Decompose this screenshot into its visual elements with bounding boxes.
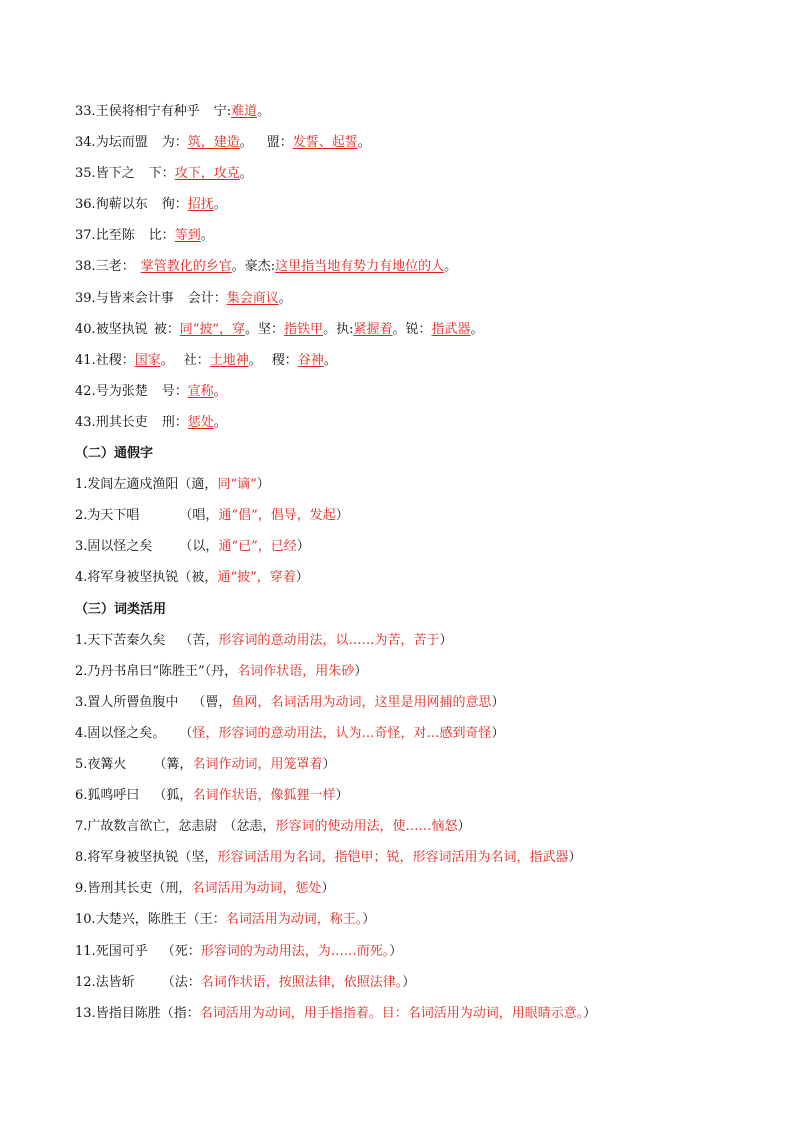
vocab-item: 35.皆下之 下：攻下，攻克。 [75, 166, 253, 182]
list-item: 4.固以怪之矣。 （怪，形容词的意动用法，认为…奇怪，对…感到奇怪） [75, 725, 505, 741]
list-item: 1.发闾左適戍渔阳（適，同“谪”） [75, 477, 270, 493]
section-heading-cileihuoyong: （三）词类活用 [75, 601, 167, 617]
list-item: 11.死国可乎 （死：形容词的为动用法，为……而死。） [75, 943, 403, 959]
list-item: 2.为天下唱 （唱，通“倡”，倡导，发起） [75, 508, 349, 524]
list-item: 10.大楚兴，陈胜王（王：名词活用为动词，称王。） [75, 912, 376, 928]
list-item: 2.乃丹书帛曰“陈胜王”（丹，名词作状语，用朱砂） [75, 663, 368, 679]
list-item: 12.法皆斩 （法：名词作状语，按照法律，依照法律。） [75, 974, 416, 990]
vocab-item: 37.比至陈 比：等到。 [75, 228, 214, 244]
list-item: 9.皆刑其长吏（刑，名词活用为动词，惩处） [75, 881, 335, 897]
vocab-item: 42.号为张楚 号：宣称。 [75, 383, 227, 399]
list-item: 13.皆指目陈胜（指：名词活用为动词，用手指指着。目：名词活用为动词，用眼睛示意。） [75, 1005, 597, 1021]
vocab-item: 33.王侯将相宁有种乎 宁:难道。 [75, 104, 271, 119]
vocab-item: 38.三老： 掌管教化的乡官。豪杰:这里指当地有势力有地位的人。 [75, 259, 458, 275]
vocab-item: 36.徇蕲以东 徇：招抚。 [75, 197, 227, 213]
vocab-item: 34.为坛而盟 为：筑，建造。 盟：发誓、起誓。 [75, 135, 371, 151]
vocab-item: 43.刑其长吏 刑：惩处。 [75, 414, 227, 430]
list-item: 7.广故数言欲亡，忿恚尉 （忿恚，形容词的使动用法，使……恼怒） [75, 819, 471, 835]
list-item: 6.狐鸣呼曰 （狐，名词作状语，像狐狸一样） [75, 788, 349, 804]
list-item: 3.置人所罾鱼腹中 （罾，鱼网，名词活用为动词，这里是用网捕的意思） [75, 694, 505, 710]
list-item: 5.夜篝火 （篝，名词作动词，用笼罩着） [75, 756, 336, 772]
list-item: 8.将军身被坚执锐（坚，形容词活用为名词，指铠甲；锐，形容词活用为名词，指武器） [75, 850, 582, 866]
document-page [75, 96, 755, 1029]
list-item: 3.固以怪之矣 （以，通“已”，已经） [75, 539, 310, 555]
list-item: 4.将军身被坚执锐（被，通“披”，穿着） [75, 570, 309, 586]
section-heading-tongjiazi: （二）通假字 [75, 446, 154, 462]
vocab-item: 39.与皆来会计事 会计：集会商议。 [75, 290, 292, 306]
vocab-item: 40.被坚执锐 被：同“披”，穿。坚：指铁甲。执:紧握着。锐：指武器。 [75, 321, 484, 337]
list-item: 1.天下苦秦久矣 （苦，形容词的意动用法，以……为苦，苦于） [75, 632, 453, 648]
vocab-item: 41.社稷：国家。 社：土地神。 稷：谷神。 [75, 352, 337, 368]
